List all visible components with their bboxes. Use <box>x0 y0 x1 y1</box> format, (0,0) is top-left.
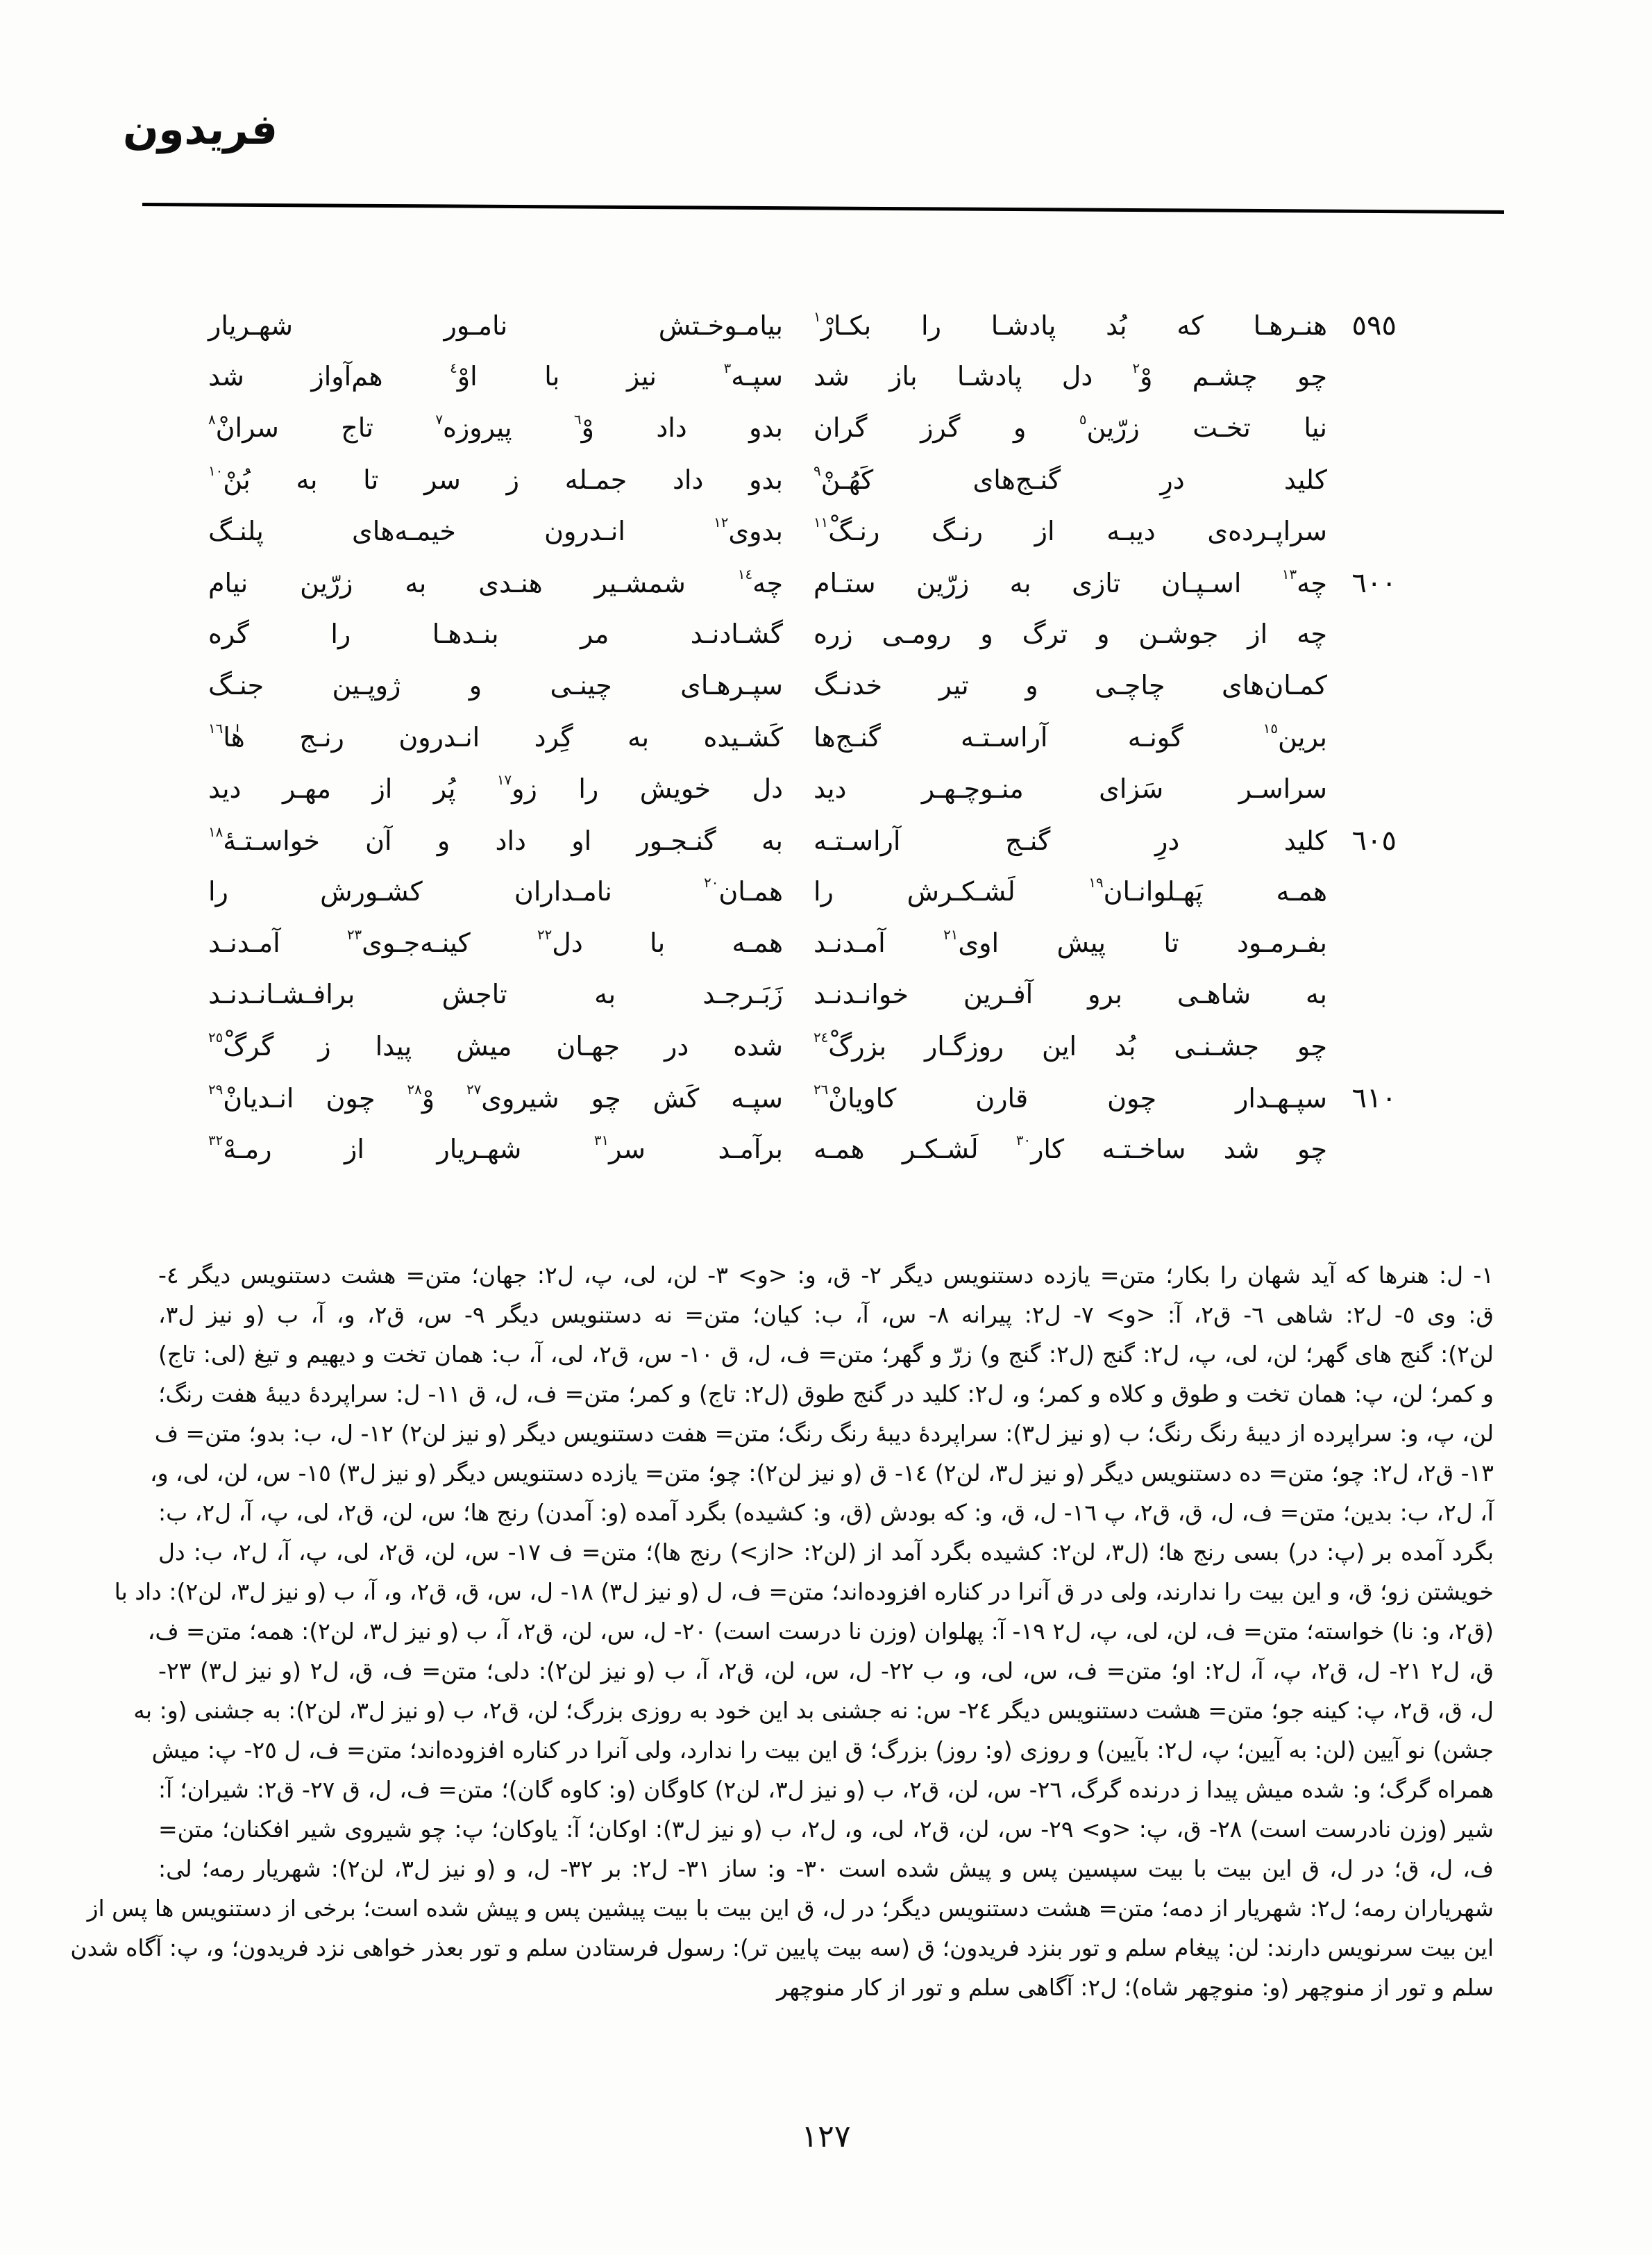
page-number: ١٢٧ <box>801 2119 851 2154</box>
hemistich-first: چه از جوشـن و ترگ و رومـی زره <box>814 619 1327 650</box>
apparatus-line: جشن) نو آیین (لن: به آیین؛ پ، ل٢: بآیین) و روزی (و: روز) بزرگ؛ ق این بیت را ندارد، ولی آنرا در کناره افزوده‌اند؛ متن= ف، ل ٢٥- پ: میش <box>151 1736 1494 1763</box>
hemistich-second: برآمـد سر$^{٣١}$ شهـریار از رمـهْ$^{٣٢}$ <box>208 1132 783 1164</box>
couplet-row <box>208 310 1397 361</box>
verse-number: ٦٠٥ <box>1351 824 1397 857</box>
apparatus-line: این بیت سرنویس دارند: لن: پیغام سلم و تور بنزد فریدون؛ ق (سه بیت پایین تر): رسول فرستادن سلم و تور بعذر خواهی نزد فریدون؛ و، پ: آگاه شدن <box>70 1934 1494 1961</box>
apparatus-line: ل، ق، ق٢، پ: کینه جو؛ متن= هشت دستنویس دیگر ٢٤- س: نه جشنی بد این خود به روزی بزرگ؛ لن، ق٢، ب (و نیز ل٣، لن٢): به جشنی (و: به <box>133 1697 1494 1724</box>
couplet-row <box>208 619 1397 670</box>
couplet-row <box>208 722 1397 773</box>
apparatus-line: و کمر؛ لن، پ: همان تخت و طوق و کلاه و کمر؛ و، ل٢: کلید در گنج طوق (ل٢: تاج) و کمر؛ متن= ف، ل، ق ١١- ل: سراپردهٔ دیبهٔ هفت رنگ؛ <box>158 1380 1494 1407</box>
verse-number: ٦١٠ <box>1351 1082 1397 1114</box>
hemistich-second: بیامـوخـتش نامـور شهـریار <box>208 310 783 341</box>
hemistich-first: چه$^{١٣}$ اسـپـان تازی به زرّین ستـام <box>814 567 1327 598</box>
couplet-row <box>208 1031 1397 1082</box>
critical-apparatus <box>70 1255 1494 2007</box>
hemistich-first: به شاهـی برو آفـرین خوانـدنـد <box>814 979 1327 1010</box>
apparatus-line: لن، پ، و: سراپرده از دیبهٔ رنگ رنگ؛ ب (و نیز ل٣): سراپردهٔ دیبهٔ رنگ رنگ؛ متن= هفت دستنویس دیگر (و نیز لن٢) ١٢- ل، ب: بدو؛ متن= ف <box>154 1420 1494 1447</box>
hemistich-second: سپـه کَش چو شیروی$^{٢٧}$ وْ$^{٢٨}$ چون انـدیانْ$^{٢٩}$ <box>208 1082 783 1114</box>
apparatus-line: بگرد آمده بر (پ: در) بسی رنج ها؛ (ل٣، لن٢: کشیده بگرد آمد از (لن٢: <از>) رنج ها)؛ متن= ف ١٧- س، لن، ق٢، لی، پ، آ، ل٢، ب: دل <box>158 1539 1494 1566</box>
hemistich-first: کلید درِ گنـج آراسـتـه <box>814 825 1327 856</box>
hemistich-second: بدو داد وْ$^٦$ پیروزه$^٧$ تاج سرانْ$^٨$ <box>208 411 783 444</box>
hemistich-second: چه$^{١٤}$ شمشـیر هنـدی به زرّین نیام <box>208 567 783 598</box>
apparatus-line: خویشتن زو؛ ق، و این بیت را ندارند، ولی در ق آنرا در کناره افزوده‌اند؛ متن= ف، ل (و نیز ل٣) ١٨- ل، س، ق، ق٢، و، آ، ب (و نیز ل٣، لن٢): داد با <box>114 1578 1494 1605</box>
couplet-row <box>208 876 1397 928</box>
hemistich-first: سپـهـدار چون قارن کاویانْ$^{٢٦}$ <box>814 1082 1327 1114</box>
couplet-row <box>208 773 1397 825</box>
hemistich-second: شده در جهـان میش پیدا ز گرگْ$^{٢٥}$ <box>208 1030 783 1062</box>
header-rule <box>142 203 1504 214</box>
hemistich-second: بدوی$^{١٢}$ انـدرون خیمـه‌های پلنـگ <box>208 514 783 546</box>
hemistich-second: کَشـیده به گِرد انـدرون رنـج هٰا$^{١٦}$ <box>208 720 783 753</box>
couplet-row <box>208 464 1397 516</box>
apparatus-line: سلم و تور از منوچهر (و: منوچهر شاه)؛ ل٢: آگاهی سلم و تور از کار منوچهر <box>776 1974 1494 2001</box>
hemistich-first: نیا تخـت زرّین$^٥$ و گرز گران <box>814 411 1327 444</box>
verse-number: ٦٠٠ <box>1351 567 1397 599</box>
apparatus-line: آ، ل٢، ب: بدین؛ متن= ف، ل، ق، ق٢، پ ١٦- ل، ق، و: که بودش (ق، و: کشیده) بگرد آمده (و: آمدن) رنج ها؛ س، لن، ق٢، لی، پ، آ، ل٢، ب: <box>158 1499 1494 1526</box>
apparatus-line: شیر (وزن نادرست است) ٢٨- ق، پ: <و> ٢٩- س، لن، ق٢، لی، و، ل٢، ب (و نیز ل٣): اوکان؛ آ: یاوکان؛ پ: چو شیروی شیر افکنان؛ متن= <box>158 1816 1494 1843</box>
hemistich-second: بدو داد جمـله ز سر تا به بُنْ$^{١٠}$ <box>208 462 783 495</box>
hemistich-first: سراسـر سَزای منـوچـهـر دید <box>814 773 1327 804</box>
hemistich-second: گشـادنـد مر بنـدهـا را گره <box>208 619 783 650</box>
couplet-row <box>208 1134 1397 1185</box>
hemistich-second: سپـرهـای چینـی و ژوپـین جنـگ <box>208 670 783 701</box>
hemistich-second: به گنـجـور او داد و آن خواسـتـهٔ$^{١٨}$ <box>208 824 783 856</box>
apparatus-line: ١٣- ق٢، ل٢: چو؛ متن= ده دستنویس دیگر (و نیز ل٣، لن٢) ١٤- ق (و نیز لن٢): چو؛ متن= یازده دستنویس دیگر (و نیز ل٣) ١٥- س، لن، لی، و، <box>149 1459 1494 1486</box>
hemistich-second: دل خویش را زو$^{١٧}$ پُر از مهـر دید <box>208 772 783 804</box>
couplet-row <box>208 361 1397 412</box>
hemistich-first: همـه پَهـلوانـان$^{١٩}$ لَشـکـرش را <box>814 875 1328 907</box>
couplet-row <box>208 516 1397 567</box>
couplet-row <box>208 928 1397 979</box>
couplet-row <box>208 670 1397 721</box>
hemistich-second: سپـه$^٣$ نیز با اوْ$^٤$ هم‌آواز شد <box>208 360 784 392</box>
verse-number: ٥٩٥ <box>1351 310 1397 342</box>
couplet-row <box>208 979 1397 1030</box>
hemistich-first: چو شد ساخـتـه کار$^{٣٠}$ لَشـکـر همـه <box>814 1132 1327 1164</box>
apparatus-line: ق، ل٢ ٢١- ل، ق٢، پ، آ، ل٢: او؛ متن= ف، س، لی، و، ب ٢٢- ل، س، لن، ق٢، آ، ب (و نیز لن٢): دلی؛ متن= ف، ق، ل٢ (و نیز ل٣) ٢٣- <box>158 1657 1494 1684</box>
apparatus-line: ق: وی ٥- ل٢: شاهی ٦- ق٢، آ: <و> ٧- ل٢: پیرانه ٨- س، آ، ب: کیان؛ متن= نه دستنویس دیگر ٩- س، ق٢، و، آ، ب (و نیز ل٣، <box>158 1301 1494 1328</box>
couplet-row <box>208 1082 1397 1134</box>
hemistich-second: زَبَـرجـد به تاجش برافـشـانـدنـد <box>208 979 783 1010</box>
hemistich-first: بفـرمـود تا پیش اوی$^{٢١}$ آمـدنـد <box>814 926 1327 959</box>
hemistich-first: سراپـرده‌ی دیبـه از رنـگ رنـگْ$^{١١}$ <box>814 514 1327 546</box>
apparatus-line: همراه گرگ؛ و: شده میش پیدا ز درنده گرگ، ٢٦- س، لن، ق٢، ب (و نیز ل٣، لن٢) کاوگان (و: کاوه گان)؛ متن= ف، ل، ق ٢٧- ق٢: شیران؛ آ: <box>158 1776 1494 1803</box>
couplet-row <box>208 567 1397 619</box>
hemistich-first: برین$^{١٥}$ گونـه آراسـتـه گنـج‌ها <box>814 720 1327 753</box>
chapter-running-head: فریدون <box>121 106 280 154</box>
poem-columns <box>208 310 1397 1185</box>
hemistich-second: همـه با دل$^{٢٢}$ کینـه‌جـوی$^{٢٣}$ آمـدنـد <box>208 926 784 959</box>
hemistich-first: کمـان‌های چاچـی و تیر خدنـگ <box>814 670 1327 701</box>
couplet-row <box>208 412 1397 464</box>
hemistich-first: چو چشـم وْ$^٢$ دل پادشـا باز شد <box>814 360 1327 392</box>
apparatus-line: ف، ل، ق؛ در ل، ق این بیت با بیت سپسین پس و پیش شده است ٣٠- و: ساز ٣١- ل٢: بر ٣٢- ل، و (و نیز ل٣، لن٢): شهریار رمه؛ لی: <box>158 1855 1494 1882</box>
apparatus-line: شهریاران رمه؛ ل٢: شهریار از دمه؛ متن= هشت دستنویس دیگر؛ در ل، ق این بیت با بیت پیشین پس و پیش شده است؛ برخی از دستنویس ها پس از <box>87 1895 1494 1922</box>
hemistich-first: چو جشـنـی بُد این روزگـار بزرگْ$^{٢٤}$ <box>814 1030 1327 1062</box>
hemistich-first: کلید درِ گنـج‌های کَهُـنْ$^٩$ <box>814 462 1327 495</box>
apparatus-line: ١- ل: هنرها که آید شهان را بکار؛ متن= یازده دستنویس دیگر ٢- ق، و: <و> ٣- لن، لی، پ، ل٢: جهان؛ متن= هشت دستنویس دیگر ٤- <box>158 1261 1494 1289</box>
apparatus-line: لن٢): گنج های گهر؛ لن، لی، پ، ل٢: گنج (ل٢: گنج و) زرّ و گهر؛ متن= ف، ل، ق ١٠- س، ق٢، لی، آ، ب: همان تخت و دیهیم و تیغ (لی: تاج) <box>158 1341 1494 1368</box>
couplet-row <box>208 825 1397 876</box>
hemistich-first: هنـرهـا که بُد پادشـا را بکـارْ$^١$ <box>814 309 1327 341</box>
hemistich-second: همـان$^{٢٠}$ نامـداران کشـورش را <box>208 875 783 907</box>
apparatus-line: (ق٢، و: نا) خواسته؛ متن= ف، لن، لی، پ، ل٢ ١٩- آ: پهلوان (وزن نا درست است) ٢٠- ل، س، لن، ق٢، آ، ب (و نیز ل٣، لن٢): همه؛ متن= ف، <box>147 1618 1494 1645</box>
